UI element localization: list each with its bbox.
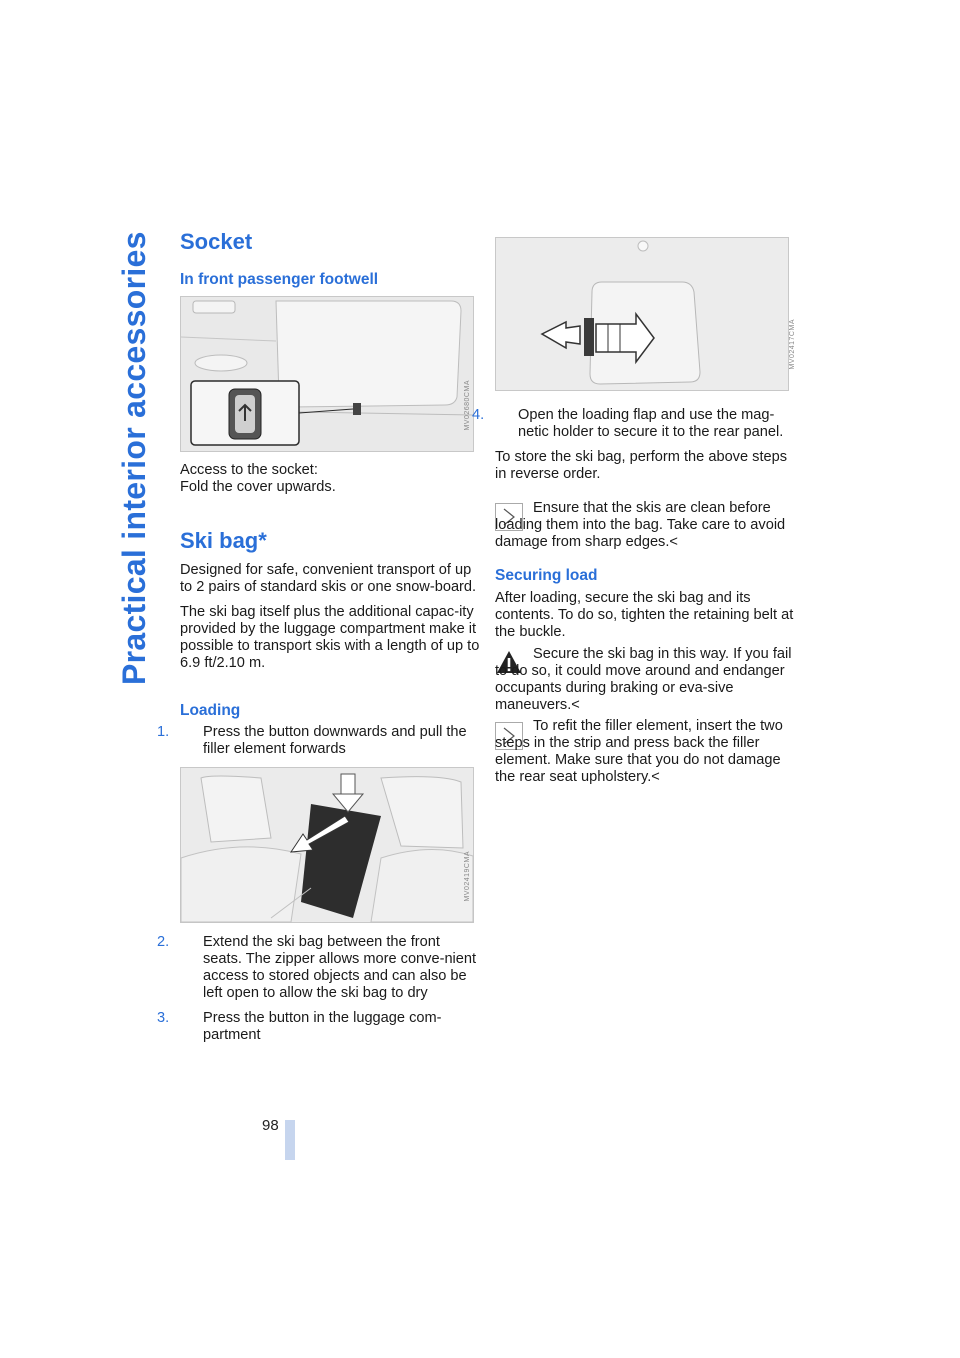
socket-access-text: Access to the socket: — [180, 462, 318, 478]
loading-heading: Loading — [180, 702, 241, 719]
socket-fold-text: Fold the cover upwards. — [180, 479, 336, 495]
note2-end-mark: < — [651, 769, 660, 785]
securing-body — [495, 590, 795, 641]
note2-block — [495, 718, 795, 786]
warning-text: Secure the ski bag in this way. If you fail to do so, it could move around and endanger occupants during braking or eva-sive maneuvers. — [495, 646, 792, 713]
ski-bag-heading: Ski bag* — [180, 528, 267, 553]
step1-number: 1. — [157, 724, 170, 740]
filler-element-figure — [180, 767, 474, 923]
socket-subheading: In front passenger footwell — [180, 271, 379, 288]
socket-body — [180, 462, 480, 496]
note1-block — [495, 500, 795, 551]
socket-illustration — [181, 297, 473, 451]
loading-flap-illustration — [496, 238, 788, 390]
step1-text: Press the button downwards and pull the filler element forwards — [203, 724, 467, 757]
socket-heading: Socket — [180, 229, 253, 254]
warning-end-mark: < — [571, 697, 580, 713]
note1-text: Ensure that the skis are clean before loading them into the bag. Take care to avoid damage from sharp edges. — [495, 500, 786, 550]
note1-end-mark: < — [669, 534, 678, 550]
flap-figure-code: MV02417CMA — [789, 319, 796, 370]
socket-figure-code: MV02680CMA — [464, 380, 471, 431]
ski-bag-para1: Designed for safe, convenient transport of up to 2 pairs of standard skis or one snow-board. — [180, 562, 477, 595]
right-column-top — [472, 407, 795, 483]
loading-step1 — [157, 724, 480, 758]
page-number-bar — [285, 1120, 295, 1160]
securing-text: After loading, secure the ski bag and its contents. To do so, tighten the retaining belt at the buckle. — [495, 590, 794, 640]
note2-text: To refit the filler element, insert the two steps in the strip and press back the filler element. Make sure that you do not damage the rear seat upholstery. — [495, 718, 783, 785]
step2-number: 2. — [157, 934, 170, 950]
ski-bag-para2: The ski bag itself plus the additional capac-ity provided by the luggage compartment make it possible to transport skis with a length of up to 6.9 ft/2.10 m. — [180, 604, 480, 671]
store-reverse-text: To store the ski bag, perform the above steps in reverse order. — [495, 449, 788, 482]
page-number: 98 — [262, 1117, 279, 1134]
step2-text: Extend the ski bag between the front seats. The zipper allows more conve-nient access to stored objects and can also be left open to allow the ski bag to dry — [203, 934, 477, 1001]
step4-text: Open the loading flap and use the mag-netic holder to secure it to the rear panel. — [518, 407, 784, 440]
step4-number: 4. — [472, 407, 485, 423]
warning-block — [495, 646, 795, 714]
loading-flap-figure — [495, 237, 796, 391]
step3-text: Press the button in the luggage com-partment — [203, 1010, 442, 1043]
filler-figure-code: MV02419CMA — [464, 851, 471, 902]
step3-number: 3. — [157, 1010, 170, 1026]
securing-load-heading: Securing load — [495, 567, 598, 584]
ski-bag-body — [180, 562, 480, 672]
side-section-title: Practical interior accessories — [116, 231, 152, 685]
loading-steps-2-3 — [157, 934, 480, 1044]
socket-figure — [180, 296, 474, 452]
filler-element-illustration — [181, 768, 473, 922]
